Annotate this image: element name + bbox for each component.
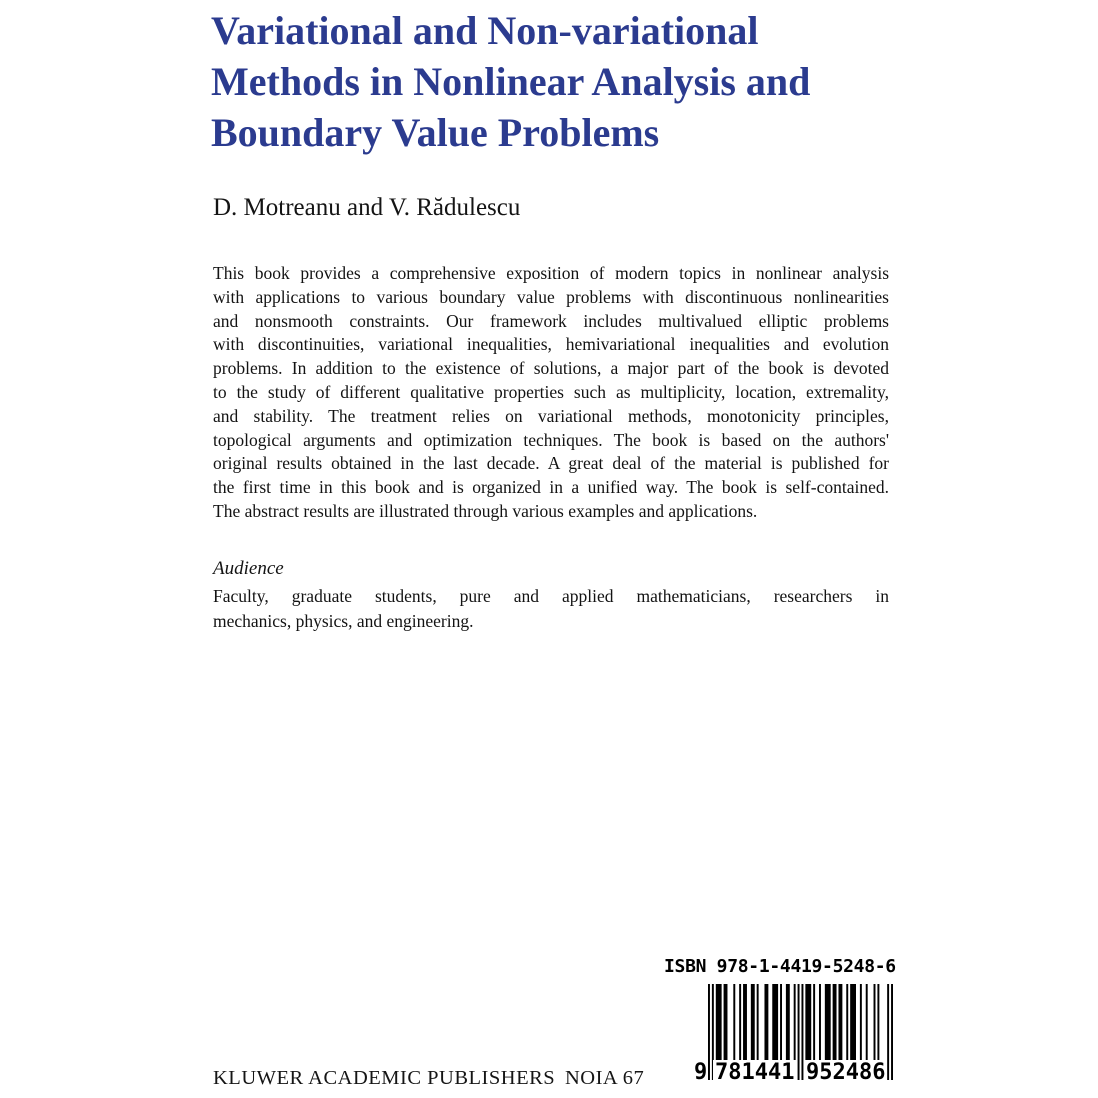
- book-title-line-3: Boundary Value Problems: [211, 110, 660, 155]
- author-line: D. Motreanu and V. Rădulescu: [213, 194, 521, 221]
- isbn-label: ISBN 978-1-4419-5248-6: [664, 956, 896, 977]
- description-line: This book provides a comprehensive exposition of modern topics in nonlinear analysis: [213, 263, 889, 283]
- book-description: [213, 262, 889, 524]
- audience-line: Faculty, graduate students, pure and applied mathematicians, researchers in: [213, 586, 889, 606]
- audience-text: [213, 584, 889, 634]
- book-title-line-1: Variational and Non-variational: [211, 8, 759, 53]
- barcode-digits-left: 781441: [715, 1060, 795, 1085]
- description-line: problems. In addition to the existence of solutions, a major part of the book is devoted: [213, 358, 889, 379]
- barcode-digit-leading: 9: [694, 1060, 708, 1085]
- publisher-name: KLUWER ACADEMIC PUBLISHERS: [213, 1067, 556, 1089]
- description-line: original results obtained in the last decade. A great deal of the material is published for: [213, 453, 889, 474]
- book-title-line-2: Methods in Nonlinear Analysis and: [211, 59, 811, 104]
- barcode-digits-right: 952486: [806, 1060, 886, 1085]
- audience-heading: Audience: [213, 558, 284, 579]
- description-line: and nonsmooth constraints. Our framework includes multivalued elliptic problems: [213, 310, 889, 331]
- series-code: NOIA 67: [565, 1067, 645, 1089]
- description-line: topological arguments and optimization techniques. The book is based on the authors': [213, 429, 889, 450]
- audience-line: mechanics, physics, and engineering.: [213, 611, 474, 631]
- description-line: with applications to various boundary value problems with discontinuous nonlinearities: [213, 286, 889, 307]
- description-line: to the study of different qualitative properties such as multiplicity, location, extremality,: [213, 381, 889, 402]
- description-line: the first time in this book and is organized in a unified way. The book is self-contained.: [213, 477, 889, 498]
- description-line: with discontinuities, variational inequalities, hemivariational inequalities and evolution: [213, 334, 889, 355]
- book-title: [211, 5, 911, 158]
- isbn-barcode-block: [663, 956, 898, 1098]
- description-line: The abstract results are illustrated through various examples and applications.: [213, 500, 758, 521]
- description-line: and stability. The treatment relies on variational methods, monotonicity principles,: [213, 405, 889, 426]
